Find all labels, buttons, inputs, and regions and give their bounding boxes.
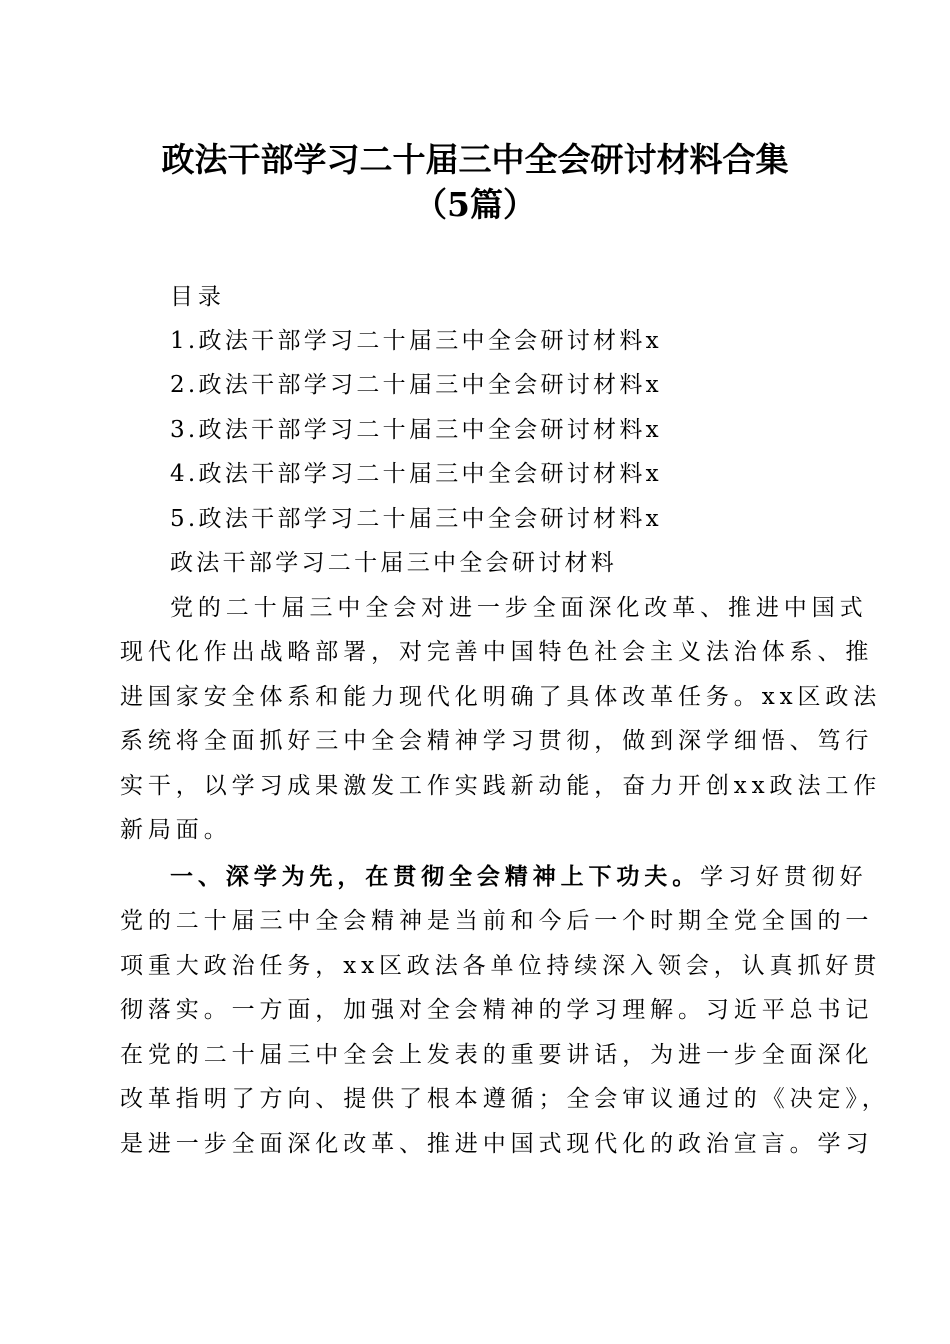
section-heading-line — [170, 862, 882, 892]
paragraph-line: 系统将全面抓好三中全会精神学习贯彻，做到深学细悟、笃行 — [120, 728, 874, 754]
paragraph-line: 进国家安全体系和能力现代化明确了具体改革任务。xx区政法 — [120, 684, 882, 710]
paragraph-line: 彻落实。一方面，加强对全会精神的学习理解。习近平总书记 — [120, 997, 874, 1023]
paragraph-line: 党的二十届三中全会对进一步全面深化改革、推进中国式 — [170, 595, 868, 621]
toc-item[interactable]: 3.政法干部学习二十届三中全会研讨材料x — [170, 417, 662, 443]
document-title: 政法干部学习二十届三中全会研讨材料合集 — [161, 140, 789, 179]
paragraph-line: 改革指明了方向、提供了根本遵循；全会审议通过的《决定》， — [120, 1086, 890, 1112]
paragraph-line: 党的二十届三中全会精神是当前和今后一个时期全党全国的一 — [120, 908, 874, 934]
toc-heading: 目录 — [170, 284, 226, 310]
paragraph-line: 在党的二十届三中全会上发表的重要讲话，为进一步全面深化 — [120, 1042, 874, 1068]
paragraph-line: 现代化作出战略部署，对完善中国特色社会主义法治体系、推 — [120, 639, 874, 665]
toc-item[interactable]: 1.政法干部学习二十届三中全会研讨材料x — [170, 328, 662, 354]
article-title: 政法干部学习二十届三中全会研讨材料 — [170, 550, 618, 576]
document-title-count: （5篇） — [414, 185, 536, 224]
toc-item[interactable]: 4.政法干部学习二十届三中全会研讨材料x — [170, 461, 662, 487]
paragraph-line: 实干，以学习成果激发工作实践新动能，奋力开创xx政法工作 — [120, 773, 882, 799]
paragraph-line: 项重大政治任务，xx区政法各单位持续深入领会，认真抓好贯 — [120, 953, 882, 979]
paragraph-line: 是进一步全面深化改革、推进中国式现代化的政治宣言。学习 — [120, 1131, 874, 1157]
toc-item[interactable]: 2.政法干部学习二十届三中全会研讨材料x — [170, 372, 662, 398]
paragraph-line: 新局面。 — [120, 817, 232, 843]
paragraph-text: 学习好贯彻好 — [700, 864, 868, 890]
section-heading: 一、深学为先，在贯彻全会精神上下功夫。 — [170, 863, 701, 890]
toc-item[interactable]: 5.政法干部学习二十届三中全会研讨材料x — [170, 506, 662, 532]
